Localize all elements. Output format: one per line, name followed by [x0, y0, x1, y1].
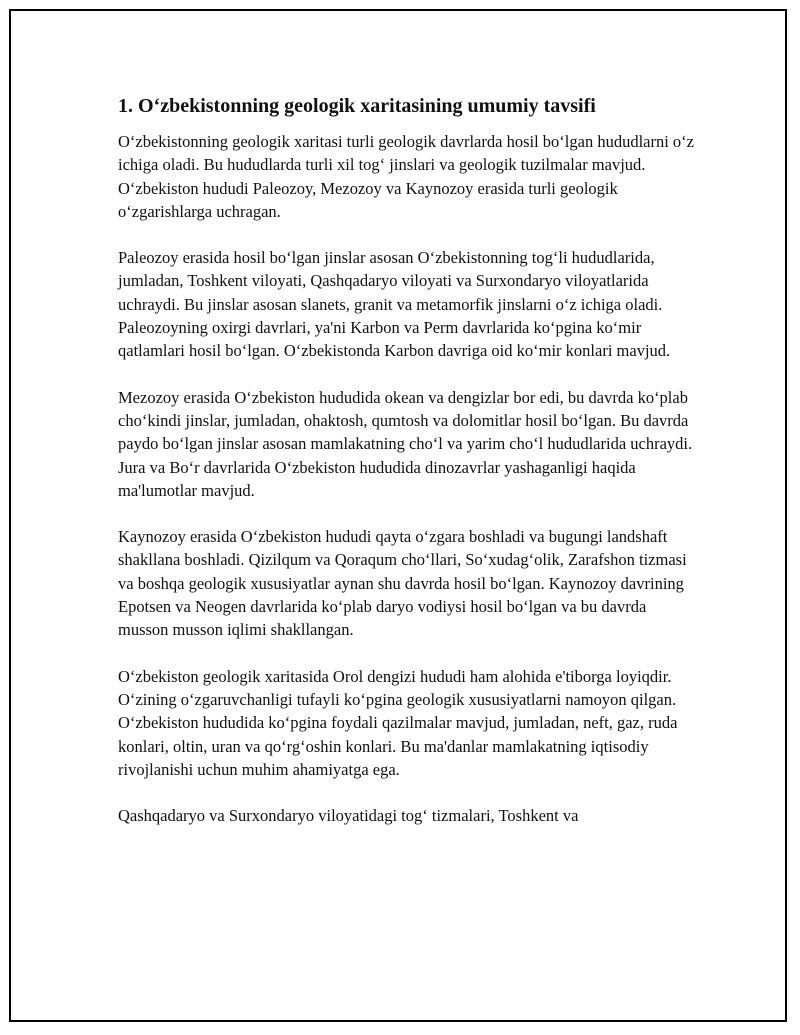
paragraph: Kaynozoy erasida O‘zbekiston hududi qayta o‘zgara boshladi va bugungi landshaft shakllana boshladi. Qizilqum va Qoraqum cho‘llari, So‘xudag‘olik, Zarafshon tizmasi va boshqa geologik xususiyatlar aynan shu davrda hosil bo‘lgan. Kaynozoy davrining Epotsen va Neogen davrlarida ko‘plab daryo vodiysi hosil bo‘lgan va bu davrda musson musson iqlimi shakllangan. — [118, 527, 687, 640]
document-body — [118, 92, 698, 827]
section-heading: 1. O‘zbekistonning geologik xaritasining umumiy tavsifi — [118, 95, 596, 117]
paragraph: O‘zbekistonning geologik xaritasi turli geologik davrlarda hosil bo‘lgan hududlarni o‘z ichiga oladi. Bu hududlarda turli xil tog‘ jinslari va geologik tuzilmalar mavjud. O‘zbekiston hududi Paleozoy, Mezozoy va Kaynozoy erasida turli geologik o‘zgarishlarga uchragan. — [118, 132, 694, 221]
paragraph: Qashqadaryo va Surxondaryo viloyatidagi tog‘ tizmalari, Toshkent va — [118, 806, 579, 826]
paragraph: Mezozoy erasida O‘zbekiston hududida okean va dengizlar bor edi, bu davrda ko‘plab cho‘kindi jinslar, jumladan, ohaktosh, qumtosh va dolomitlar hosil bo‘lgan. Bu davrda paydo bo‘lgan jinslar asosan mamlakatning cho‘l va yarim cho‘l hududlarida uchraydi. Jura va Bo‘r davrlarida O‘zbekiston hududida dinozavrlar yashaganligi haqida ma'lumotlar mavjud. — [118, 387, 693, 500]
paragraph: Paleozoy erasida hosil bo‘lgan jinslar asosan O‘zbekistonning tog‘li hududlarida, jumladan, Toshkent viloyati, Qashqadaryo viloyati va Surxondaryo viloyatlarida uchraydi. Bu jinslar asosan slanets, granit va metamorfik jinslarni o‘z ichiga oladi. Paleozoyning oxirgi davrlari, ya'ni Karbon va Perm davrlarida ko‘pgina ko‘mir qatlamlari hosil bo‘lgan. O‘zbekistonda Karbon davriga oid ko‘mir konlari mavjud. — [118, 248, 671, 361]
paragraph: O‘zbekiston geologik xaritasida Orol dengizi hududi ham alohida e'tiborga loyiqdir. O‘zining o‘zgaruvchanligi tufayli ko‘pgina geologik xususiyatlarni namoyon qilgan. O‘zbekiston hududida ko‘pgina foydali qazilmalar mavjud, jumladan, neft, gaz, ruda konlari, oltin, uran va qo‘rg‘oshin konlari. Bu ma'danlar mamlakatning iqtisodiy rivojlanishi uchun muhim ahamiyatga ega. — [118, 666, 678, 779]
